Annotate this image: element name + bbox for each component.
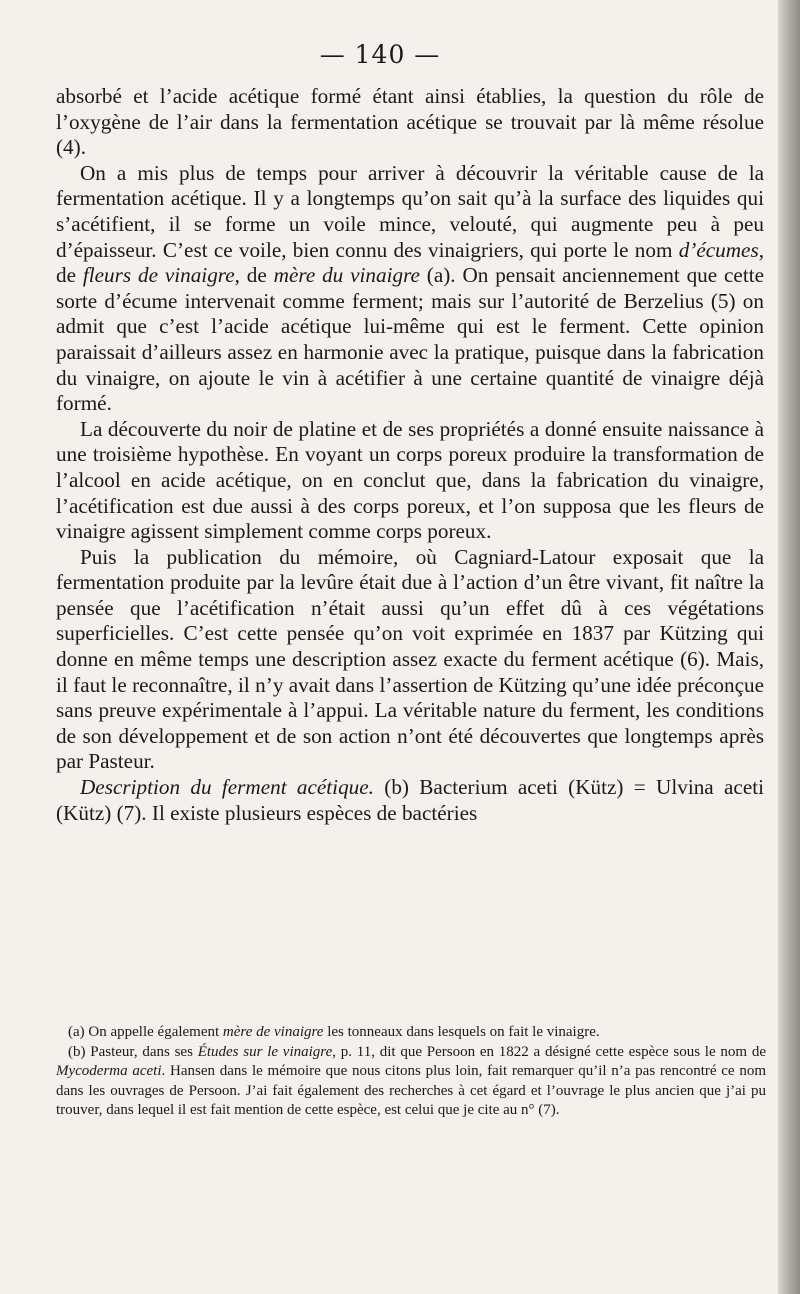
italic-term: Mycoderma aceti: [56, 1063, 162, 1080]
text-run: les tonneaux dans lesquels on fait le vinaigre.: [323, 1024, 600, 1040]
text-run: absorbé et l’acide acétique formé étant ainsi établies, la question du rôle de l’oxygène de l’air dans la fermentation acétique se trouvait par là même résolue (4).: [56, 84, 764, 160]
section-heading-inline: Description du ferment acétique.: [80, 775, 374, 800]
text-run: La découverte du noir de platine et de ses propriétés a donné ensuite naissance à une troisième hypothèse. En voyant un corps poreux produire la transformation de l’alcool en acide acétique, on en conclut que, dans la fabrication du vinaigre, l’acétification est due aussi à des corps poreux, et l’on supposa que les fleurs de vinaigre agissent simplement comme corps poreux.: [56, 416, 764, 544]
text-run: (a). On pensait anciennement que cette sorte d’écume intervenait comme ferment; mais sur l’autorité de Berzelius (5) on admit que c’est l’acide acétique lui-même qui est le ferment. Cette opinion paraissait d’ailleurs assez en harmonie avec la pratique, puisque dans la fabrication du vinaigre, on ajoute le vin à acétifier à une certaine quantité de vinaigre déjà formé.: [56, 263, 764, 416]
text-run: Puis la publication du mémoire, où Cagniard-Latour exposait que la fermentation produite par la levûre était due à l’action d’un être vivant, fit naître la pensée que l’acétification n’était aussi qu’un effet dû à ces végétations superficielles. C’est cette pensée qu’on voit exprimée en 1837 par Kützing qui donne en même temps une description assez exacte du ferment acétique (6). Mais, il faut le reconnaître, il n’y avait dans l’assertion de Kützing qu’une idée préconçue sans preuve expérimentale à l’appui. La véritable nature du ferment, les conditions de son développement et de son action n’ont été découvertes que longtemps après par Pasteur.: [56, 544, 764, 774]
italic-term: mère de vinaigre: [222, 1024, 324, 1040]
page-number: — 140 —: [319, 40, 441, 69]
italic-term: d’écumes: [678, 237, 759, 262]
paragraph: [56, 775, 764, 826]
italic-term: Études sur le vinaigre: [197, 1043, 333, 1060]
text-run: . Hansen dans le mémoire que nous citons plus loin, fait remarquer qu’il n’a pas rencontré ce nom dans les ouvrages de Persoon. J’ai fait également des recherches à cet égard et l’ouvrage le plus ancien que j’ai pu trouver, dans lequel il est fait mention de cette espèce, est celui que je cite au n° (7).: [56, 1063, 766, 1119]
footnote: [56, 1043, 766, 1121]
text-run: (b) Pasteur, dans ses: [68, 1043, 198, 1060]
main-text: [56, 84, 764, 826]
text-run: (a) On appelle également: [68, 1024, 223, 1040]
footnote: [56, 1023, 766, 1043]
text-run: (b) Bacterium aceti (Kütz) = Ulvina aceti (Kütz) (7). Il existe plusieurs espèces de bactéries: [56, 775, 765, 825]
italic-term: fleurs de vinaigre: [82, 263, 235, 288]
paragraph: [56, 417, 764, 545]
italic-term: mère du vinaigre: [273, 263, 420, 288]
paragraph: [56, 84, 764, 161]
text-run: On a mis plus de temps pour arriver à découvrir la véritable cause de la fermentation acétique. Il y a longtemps qu’on sait qu’à la surface des liquides qui s’acétifient, il se forme un voile mince, velouté, qui augmente peu à peu d’épaisseur. C’est ce voile, bien connu des vinaigriers, qui porte le nom: [56, 160, 764, 262]
text-run: , de: [56, 237, 764, 288]
paragraph: [56, 545, 764, 775]
footnotes: [56, 1023, 766, 1121]
text-run: , de: [234, 263, 274, 288]
page-edge-shadow: [778, 0, 800, 1294]
paragraph: [56, 161, 764, 417]
text-run: , p. 11, dit que Persoon en 1822 a désigné cette espèce sous le nom de: [332, 1043, 766, 1060]
